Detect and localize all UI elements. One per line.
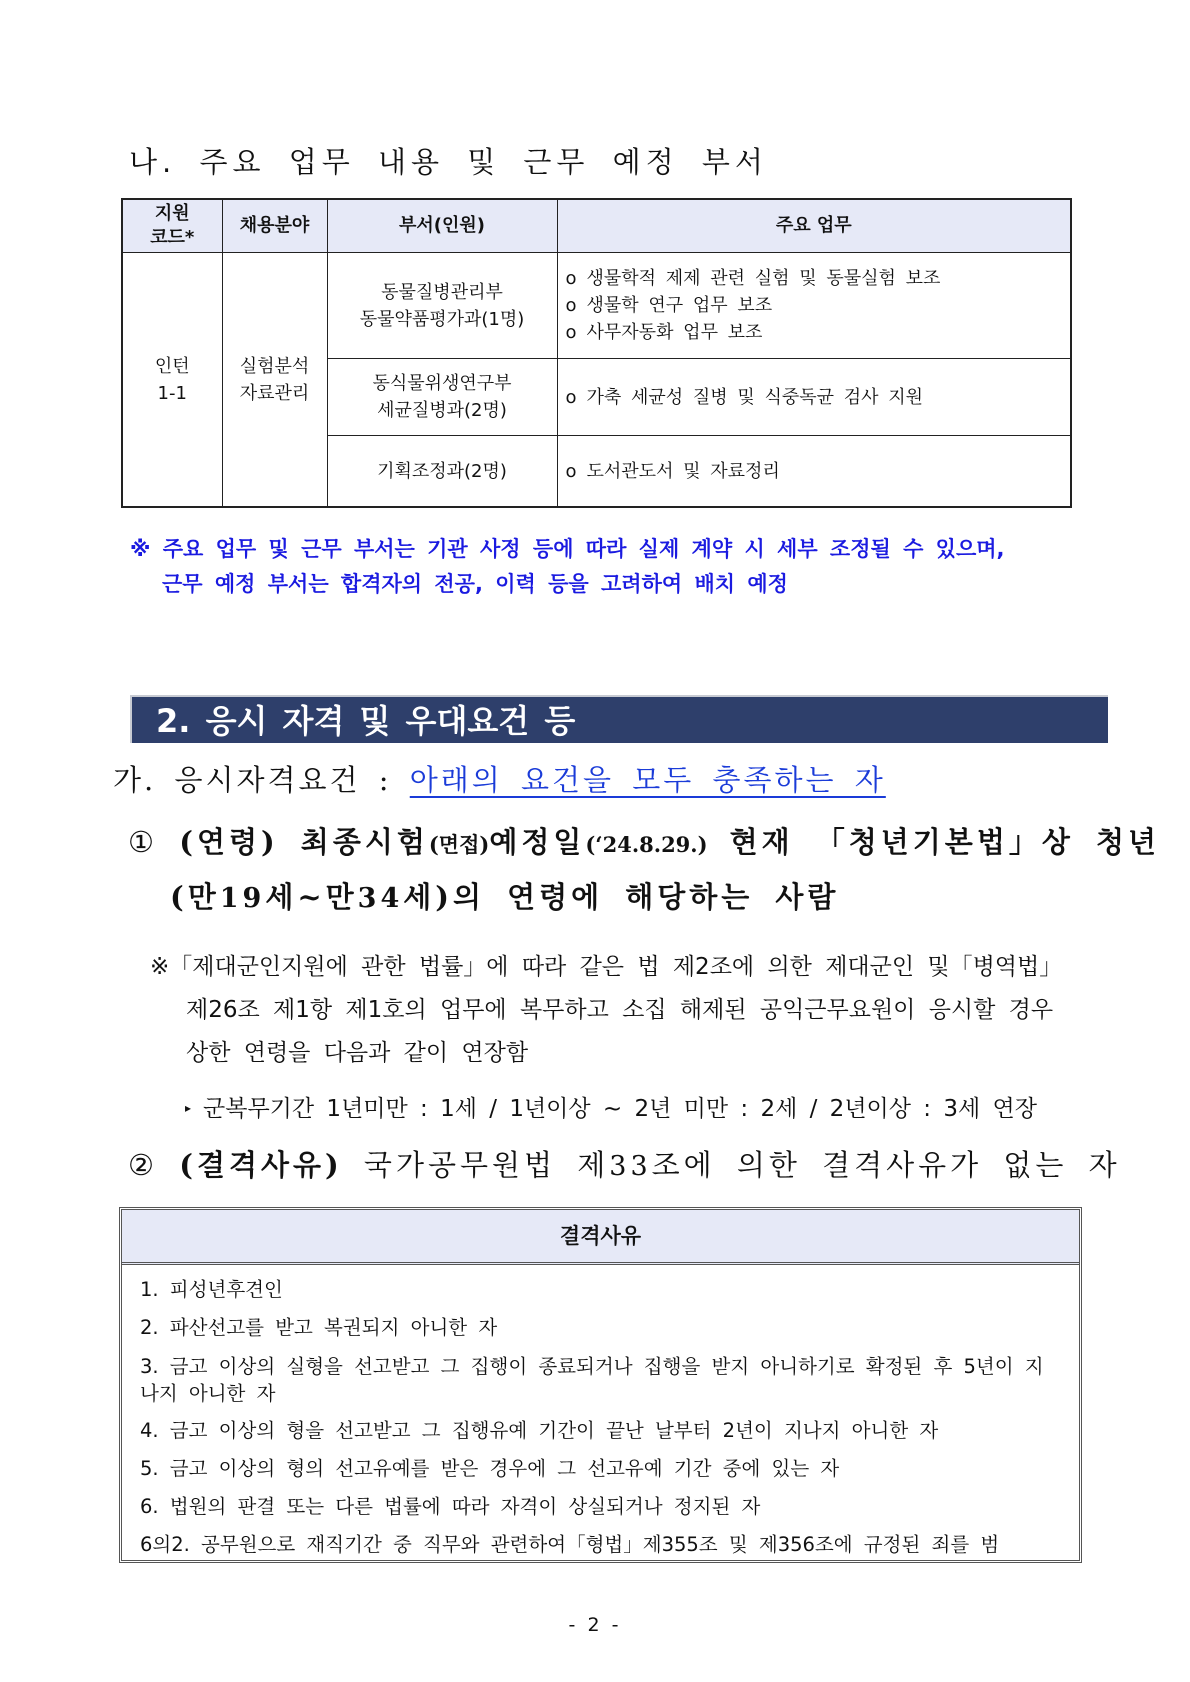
- list-item: 1. 피성년후견인: [140, 1278, 283, 1301]
- note-line-1: ※ 주요 업무 및 근무 부서는 기관 사정 등에 따라 실제 계약 시 세부 조정될 수 있으며,: [130, 537, 1005, 561]
- list-item: 6. 법원의 판결 또는 다른 법률에 따라 자격이 상실되거나 정지된 자: [140, 1495, 761, 1518]
- bullet-icon: o: [565, 460, 577, 482]
- req-note-line-1: ※「제대군인지원에 관한 법률」에 따라 같은 법 제2조에 의한 제대군인 및「병역법」: [150, 954, 1063, 980]
- list-item: 3. 금고 이상의 실형을 선고받고 그 집행이 종료되거나 집행을 받지 아니하기로 확정된 후 5년이 지나지 아니한 자: [140, 1355, 1044, 1405]
- requirement-age-label: (연령): [179, 825, 279, 859]
- header-code: 지원 코드*: [122, 199, 222, 253]
- duty-item: o 생물학 연구 업무 보조: [565, 295, 773, 316]
- duty-table: [121, 198, 1072, 508]
- section-ga-heading: [113, 758, 886, 799]
- bullet-icon: o: [565, 295, 577, 316]
- requirement-disqualification-line: ② (결격사유) 국가공무원법 제33조에 의한 결격사유가 없는 자: [128, 1148, 1121, 1182]
- table-row: [122, 253, 1071, 359]
- requirement-age-line-1: ① (연령) 최종시험(면접)예정일(‘24.8.29.) 현재 「청년기본법」상 청년: [128, 825, 1160, 859]
- duties-cell: [557, 436, 1071, 508]
- disqualification-header: 결격사유: [122, 1210, 1079, 1265]
- section-ga-link-text: 아래의 요건을 모두 충족하는 자: [409, 763, 886, 797]
- duties-cell: [557, 359, 1071, 436]
- duty-item: o 생물학적 제제 관련 실험 및 동물실험 보조: [565, 268, 941, 289]
- triangle-bullet-icon: ▸: [185, 1101, 192, 1115]
- list-item: 6의2. 공무원으로 재직기간 중 직무와 관련하여「형법」제355조 및 제356조에 규정된 죄를 범: [140, 1533, 1000, 1556]
- duties-cell: [557, 253, 1071, 359]
- header-duties: 주요 업무: [557, 199, 1071, 253]
- disqualification-box: [119, 1207, 1082, 1563]
- code-cell: 인턴 1-1: [122, 253, 222, 508]
- duty-item: o 도서관도서 및 자료정리: [565, 460, 780, 482]
- dept-cell: 동물질병관리부 동물약품평가과(1명): [327, 253, 557, 359]
- field-cell: 실험분석 자료관리: [222, 253, 327, 508]
- header-field: 채용분야: [222, 199, 327, 253]
- duty-item: o 사무자동화 업무 보조: [565, 322, 763, 343]
- header-dept: 부서(인원): [327, 199, 557, 253]
- list-item: 5. 금고 이상의 형의 선고유예를 받은 경우에 그 선고유예 기간 중에 있는 자: [140, 1457, 840, 1480]
- bullet-icon: o: [565, 386, 577, 408]
- disqualification-list: [122, 1265, 1079, 1563]
- circled-one-marker: ①: [128, 825, 158, 859]
- list-item: 4. 금고 이상의 형을 선고받고 그 집행유예 기간이 끝난 날부터 2년이 지나지 아니한 자: [140, 1419, 939, 1442]
- list-item: 2. 파산선고를 받고 복권되지 아니한 자: [140, 1316, 498, 1339]
- dept-cell: 기획조정과(2명): [327, 436, 557, 508]
- veteran-age-extension-note: [150, 946, 1100, 1075]
- bullet-icon: o: [565, 322, 577, 343]
- duty-item: o 가축 세균성 질병 및 식중독균 검사 지원: [565, 386, 924, 408]
- service-period-extension: ▸ 군복무기간 1년미만 : 1세 / 1년이상 ~ 2년 미만 : 2세 / 2년이상 : 3세 연장: [185, 1096, 1037, 1122]
- requirement-disq-label: (결격사유): [179, 1148, 343, 1182]
- section-ga-prefix: 가. 응시자격요건 :: [113, 763, 410, 797]
- note-line-2: 근무 예정 부서는 합격자의 전공, 이력 등을 고려하여 배치 예정: [162, 572, 788, 596]
- req-note-line-2: 제26조 제1항 제1호의 업무에 복무하고 소집 해제된 공익근무요원이 응시할 경우: [186, 997, 1054, 1023]
- circled-two-marker: ②: [128, 1148, 158, 1182]
- dept-cell: 동식물위생연구부 세균질병과(2명): [327, 359, 557, 436]
- section-na-title: 나. 주요 업무 내용 및 근무 예정 부서: [129, 145, 768, 179]
- req-note-line-3: 상한 연령을 다음과 같이 연장함: [186, 1040, 529, 1066]
- adjustment-note: [130, 532, 1090, 602]
- duty-table-header-row: [122, 199, 1071, 253]
- section-2-banner: 2. 응시 자격 및 우대요건 등: [130, 695, 1108, 743]
- bullet-icon: o: [565, 268, 577, 289]
- requirement-age-line-2: (만19세~만34세)의 연령에 해당하는 사람: [170, 880, 840, 914]
- page-number: - 2 -: [568, 1614, 622, 1636]
